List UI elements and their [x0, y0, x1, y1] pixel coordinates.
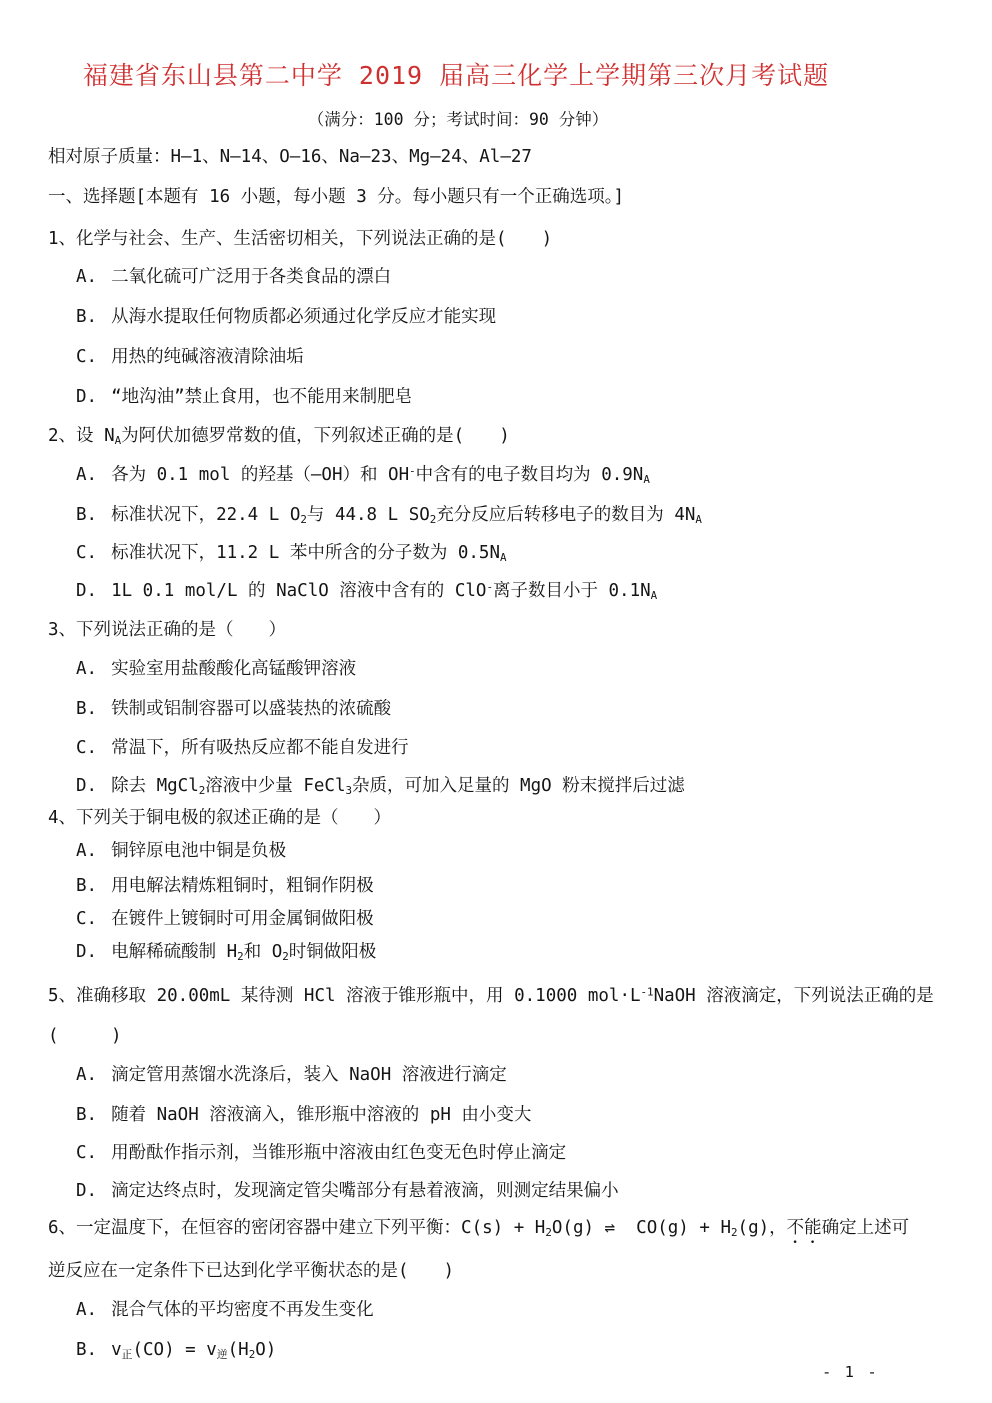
option-label: A. — [76, 465, 98, 485]
question-1-stem-text: 化学与社会、生产、生活密切相关，下列说法正确的是( ) — [76, 229, 553, 249]
question-3-option-c — [76, 737, 409, 759]
question-4-option-b — [76, 875, 374, 897]
option-label: C. — [76, 909, 98, 929]
option-label: B. — [76, 699, 98, 719]
question-4-stem — [48, 807, 391, 829]
option-text: “地沟油”禁止食用，也不能用来制肥皂 — [111, 387, 413, 407]
option-text: 铁制或铝制容器可以盛装热的浓硫酸 — [111, 699, 392, 719]
option-text: 从海水提取任何物质都必须通过化学反应才能实现 — [111, 307, 497, 327]
question-1-option-b — [76, 306, 496, 328]
question-5-stem-line2 — [48, 1025, 122, 1047]
question-5-option-c — [76, 1142, 566, 1164]
option-label: B. — [76, 1105, 98, 1125]
option-label: D. — [76, 1181, 98, 1201]
question-2-stem — [48, 425, 510, 447]
page-title: 福建省东山县第二中学 2019 届高三化学上学期第三次月考试题 — [82, 61, 830, 90]
option-label: A. — [76, 659, 98, 679]
page-subtitle: （满分：100 分；考试时间：90 分钟） — [307, 110, 609, 129]
question-6-stem-text: 一定温度下，在恒容的密闭容器中建立下列平衡：$C(s) + H_2O(g)$ ⇌ $CO(g) + H_2(g)$，不能确定上述可 — [76, 1218, 910, 1240]
option-label: A. — [76, 1065, 98, 1085]
question-5-number: 5、 — [48, 986, 77, 1006]
option-text: 二氧化硫可广泛用于各类食品的漂白 — [111, 267, 392, 287]
question-5-option-d — [76, 1180, 619, 1202]
question-1-option-d — [76, 386, 412, 408]
question-6-stem-line2 — [48, 1260, 454, 1282]
option-text: 用热的纯碱溶液清除油垢 — [111, 347, 304, 367]
option-label: C. — [76, 347, 98, 367]
question-3-number: 3、 — [48, 620, 77, 640]
question-4-option-d — [76, 941, 376, 963]
option-label: D. — [76, 387, 98, 407]
option-label: B. — [76, 505, 98, 525]
question-6-option-b — [76, 1339, 276, 1361]
option-text: 标准状况下，11.2 L 苯中所含的分子数为 $0.5N_A$ — [111, 543, 507, 565]
question-4-option-a — [76, 840, 286, 862]
option-text: 用酚酞作指示剂，当锥形瓶中溶液由红色变无色时停止滴定 — [111, 1143, 567, 1163]
option-label: C. — [76, 738, 98, 758]
option-text: $v_正(CO) = v_逆(H_2O)$ — [111, 1340, 277, 1362]
question-4-number: 4、 — [48, 808, 77, 828]
question-6-stem-text-2: 逆反应在一定条件下已达到化学平衡状态的是( ) — [48, 1261, 455, 1281]
option-label: D. — [76, 776, 98, 796]
option-label: A. — [76, 267, 98, 287]
question-1-option-c — [76, 346, 304, 368]
option-label: A. — [76, 841, 98, 861]
option-text: 除去 MgCl$_2$溶液中少量 FeCl$_3$杂质，可加入足量的 MgO 粉末搅拌后过滤 — [111, 776, 685, 798]
question-5-option-a — [76, 1064, 507, 1086]
option-text: 随着 NaOH 溶液滴入，锥形瓶中溶液的 pH 由小变大 — [111, 1105, 532, 1125]
question-3-option-a — [76, 658, 356, 680]
option-text: 用电解法精炼粗铜时，粗铜作阴极 — [111, 876, 374, 896]
question-2-option-c — [76, 542, 507, 564]
option-label: B. — [76, 876, 98, 896]
question-5-stem-text-2: ( ) — [48, 1026, 122, 1046]
question-3-option-d — [76, 775, 685, 797]
option-text: 铜锌原电池中铜是负极 — [111, 841, 287, 861]
question-2-option-b — [76, 504, 702, 526]
question-4-option-c — [76, 908, 374, 930]
option-text: 在镀件上镀铜时可用金属铜做阳极 — [111, 909, 374, 929]
question-5-option-b — [76, 1104, 531, 1126]
option-text: 滴定达终点时，发现滴定管尖嘴部分有悬着液滴，则测定结果偏小 — [111, 1181, 619, 1201]
question-2-number: 2、 — [48, 426, 77, 446]
option-label: D. — [76, 942, 98, 962]
option-label: B. — [76, 1340, 98, 1360]
question-3-stem — [48, 619, 286, 641]
question-1-option-a — [76, 266, 391, 288]
atomic-masses-line: 相对原子质量：H—1、N—14、O—16、Na—23、Mg—24、Al—27 — [48, 147, 532, 167]
option-text: 混合气体的平均密度不再发生变化 — [111, 1300, 374, 1320]
option-label: A. — [76, 1300, 98, 1320]
page-number: - 1 - — [822, 1363, 879, 1381]
question-2-option-d — [76, 580, 657, 602]
question-6-number: 6、 — [48, 1218, 77, 1238]
option-label: C. — [76, 1143, 98, 1163]
option-text: 标准状况下，22.4 L $O_2$与 44.8 L $SO_2$充分反应后转移电子的数目为 $4N_A$ — [111, 505, 702, 527]
option-text: 电解稀硫酸制 $H_2$和 $O_2$时铜做阳极 — [111, 942, 377, 964]
question-6-stem — [48, 1217, 909, 1248]
option-label: D. — [76, 581, 98, 601]
question-3-option-b — [76, 698, 391, 720]
question-1-stem — [48, 228, 552, 250]
question-5-stem-text: 准确移取 20.00mL 某待测 HCl 溶液于锥形瓶中，用 0.1000 $mol\cdot L^{-1}NaOH$ 溶液滴定，下列说法正确的是 — [76, 985, 934, 1006]
question-5-stem — [48, 985, 934, 1007]
section-header: 一、选择题[本题有 16 小题，每小题 3 分。每小题只有一个正确选项。] — [48, 187, 625, 207]
option-text: 常温下，所有吸热反应都不能自发进行 — [111, 738, 409, 758]
question-1-number: 1、 — [48, 229, 77, 249]
option-label: B. — [76, 307, 98, 327]
option-text: 实验室用盐酸酸化高锰酸钾溶液 — [111, 659, 357, 679]
option-label: C. — [76, 543, 98, 563]
question-2-option-a — [76, 464, 650, 486]
question-4-stem-text: 下列关于铜电极的叙述正确的是（ ） — [76, 808, 392, 828]
option-text: 滴定管用蒸馏水洗涤后，装入 NaOH 溶液进行滴定 — [111, 1065, 507, 1085]
option-text: 1L 0.1 mol/L 的 NaClO 溶液中含有的 ClO-离子数目小于 $0.1N_A$ — [111, 580, 658, 603]
question-3-stem-text: 下列说法正确的是（ ） — [76, 620, 287, 640]
question-6-option-a — [76, 1299, 374, 1321]
question-2-stem-text: 设 $N_A$为阿伏加德罗常数的值，下列叙述正确的是( ) — [76, 426, 510, 448]
option-text: 各为 0.1 mol 的羟基（—OH）和 OH-中含有的电子数目均为 $0.9N_A$ — [111, 464, 650, 487]
